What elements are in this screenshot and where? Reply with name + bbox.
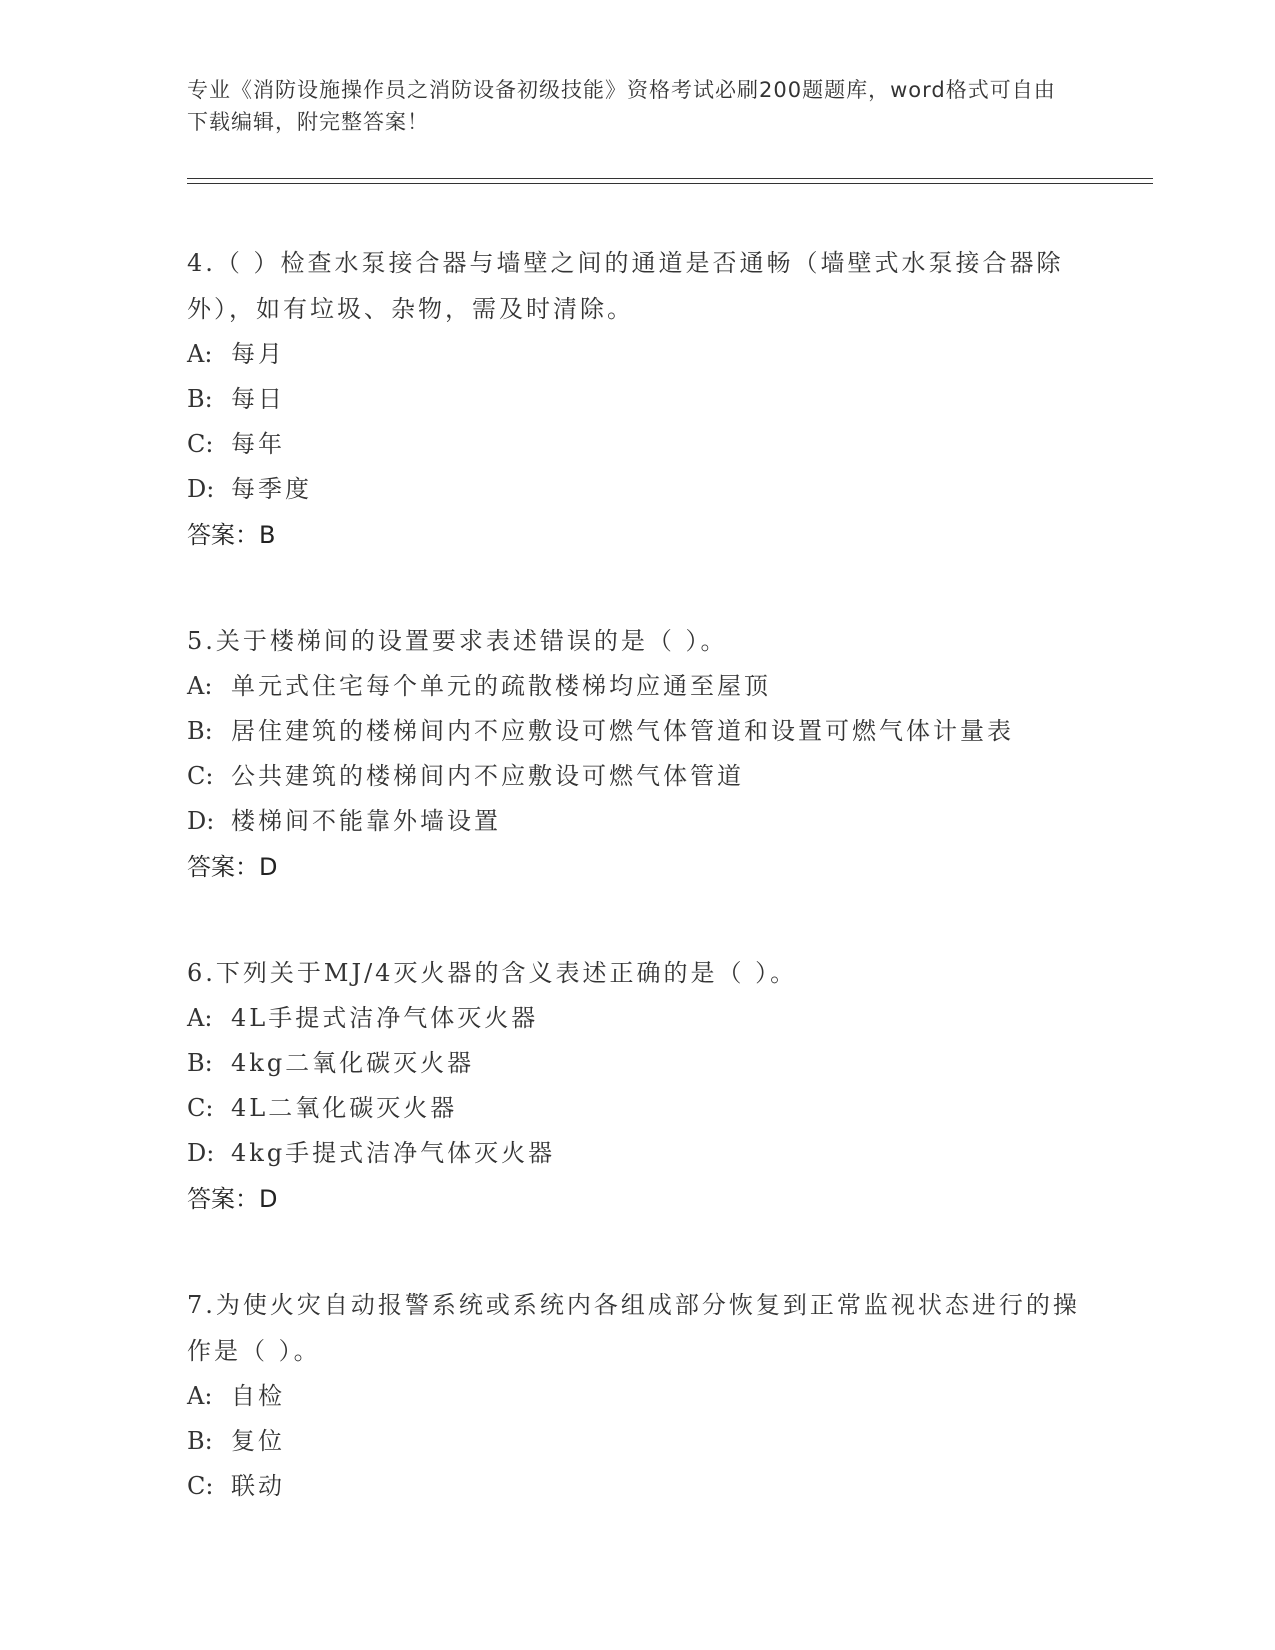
- answer-value: D: [259, 1185, 278, 1213]
- option-key: A:: [187, 1382, 213, 1410]
- option-a: [187, 664, 1087, 709]
- question-list: [187, 236, 1087, 1565]
- option-a: [187, 332, 1087, 377]
- option-text: 每日: [231, 385, 285, 413]
- option-text: 每季度: [231, 475, 312, 503]
- option-text: 自检: [231, 1382, 285, 1410]
- option-key: B:: [187, 717, 213, 745]
- answer-value: B: [259, 521, 276, 549]
- option-c: [187, 1086, 1087, 1131]
- option-text: 楼梯间不能靠外墙设置: [231, 807, 501, 835]
- option-c: [187, 422, 1087, 467]
- option-text: 居住建筑的楼梯间内不应敷设可燃气体管道和设置可燃气体计量表: [231, 717, 1014, 745]
- question-7: [187, 1278, 1087, 1509]
- option-key: C:: [187, 1094, 214, 1122]
- answer-label: 答案：: [187, 1185, 259, 1213]
- option-key: B:: [187, 385, 213, 413]
- option-c: [187, 1464, 1087, 1509]
- answer-label: 答案：: [187, 853, 259, 881]
- question-6: [187, 946, 1087, 1222]
- option-d: [187, 799, 1087, 844]
- option-c: [187, 754, 1087, 799]
- option-d: [187, 1131, 1087, 1176]
- option-key: D:: [187, 807, 215, 835]
- option-key: D:: [187, 1139, 215, 1167]
- option-b: [187, 1041, 1087, 1086]
- option-b: [187, 377, 1087, 422]
- answer-label: 答案：: [187, 521, 259, 549]
- option-key: C:: [187, 1472, 214, 1500]
- header-rule-bottom: [187, 183, 1153, 184]
- option-text: 复位: [231, 1427, 285, 1455]
- answer-line: [187, 844, 1087, 890]
- question-5: [187, 614, 1087, 890]
- option-d: [187, 467, 1087, 512]
- option-key: D:: [187, 475, 215, 503]
- question-stem: 6.下列关于MJ/4灭火器的含义表述正确的是（ ）。: [187, 959, 798, 987]
- option-text: 每年: [231, 430, 285, 458]
- question-stem: 4.（ ）检查水泵接合器与墙壁之间的通道是否通畅（墙壁式水泵接合器除外），如有垃圾、杂物，需及时清除。: [187, 249, 1064, 323]
- option-key: A:: [187, 1004, 213, 1032]
- question-stem: 7.为使火灾自动报警系统或系统内各组成部分恢复到正常监视状态进行的操作是（ ）。: [187, 1291, 1080, 1365]
- option-key: C:: [187, 762, 214, 790]
- option-text: 公共建筑的楼梯间内不应敷设可燃气体管道: [231, 762, 744, 790]
- option-text: 4kg手提式洁净气体灭火器: [231, 1139, 556, 1167]
- option-text: 4L手提式洁净气体灭火器: [231, 1004, 539, 1032]
- header-rule-top: [187, 178, 1153, 179]
- option-a: [187, 1374, 1087, 1419]
- option-key: B:: [187, 1049, 213, 1077]
- option-text: 4kg二氧化碳灭火器: [231, 1049, 475, 1077]
- option-b: [187, 709, 1087, 754]
- option-a: [187, 996, 1087, 1041]
- question-4: [187, 236, 1087, 558]
- answer-line: [187, 1176, 1087, 1222]
- option-key: A:: [187, 672, 213, 700]
- option-text: 4L二氧化碳灭火器: [231, 1094, 458, 1122]
- option-key: C:: [187, 430, 214, 458]
- option-b: [187, 1419, 1087, 1464]
- option-text: 联动: [231, 1472, 285, 1500]
- answer-line: [187, 512, 1087, 558]
- question-stem: 5.关于楼梯间的设置要求表述错误的是（ ）。: [187, 627, 728, 655]
- option-text: 每月: [231, 340, 285, 368]
- document-header: 专业《消防设施操作员之消防设备初级技能》资格考试必刷200题题库，word格式可自由下载编辑，附完整答案！: [187, 78, 1056, 134]
- option-key: B:: [187, 1427, 213, 1455]
- option-text: 单元式住宅每个单元的疏散楼梯均应通至屋顶: [231, 672, 771, 700]
- answer-value: D: [259, 853, 278, 881]
- option-key: A:: [187, 340, 213, 368]
